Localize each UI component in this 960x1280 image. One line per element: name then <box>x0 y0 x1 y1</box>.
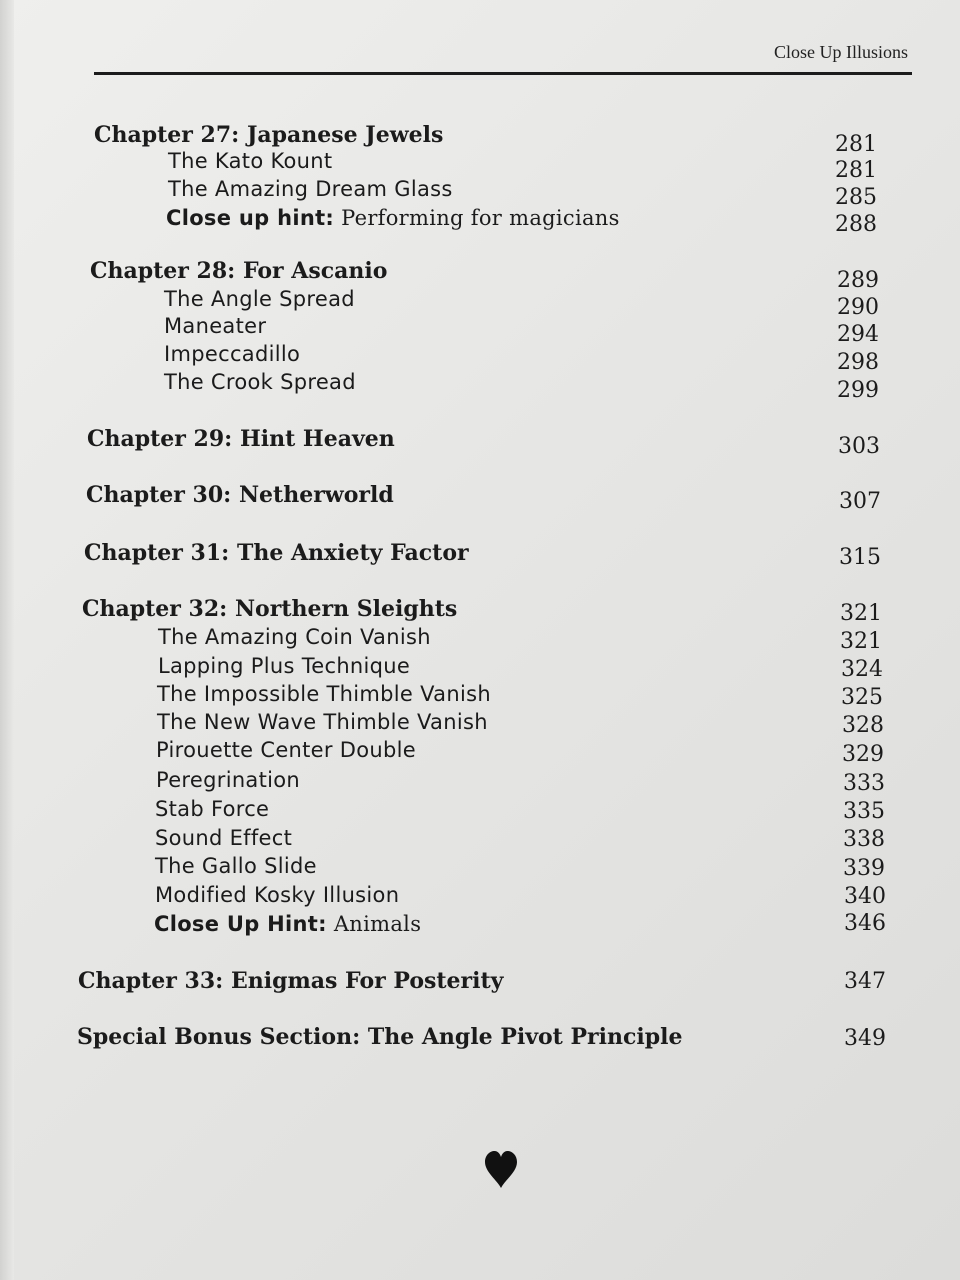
toc-page-number: 294 <box>837 322 879 347</box>
toc-page-number: 325 <box>841 685 883 710</box>
toc-chapter-title: Special Bonus Section: The Angle Pivot Principle <box>77 1024 683 1050</box>
toc-chapter-title: Chapter 31: The Anxiety Factor <box>84 540 469 566</box>
toc-page-number: 288 <box>835 212 877 237</box>
toc-page-number: 321 <box>840 601 882 626</box>
toc-page-number: 289 <box>837 268 879 293</box>
heart-icon <box>483 1150 519 1190</box>
toc-section-title: Stab Force <box>155 797 270 821</box>
toc-section-title: Impeccadillo <box>164 342 301 366</box>
toc-page-number: 346 <box>844 911 886 936</box>
toc-chapter-title: Chapter 27: Japanese Jewels <box>94 122 444 148</box>
toc-section-title: The Impossible Thimble Vanish <box>157 682 491 706</box>
toc-page-number: 329 <box>842 742 884 767</box>
toc-section-title: The Crook Spread <box>164 370 356 394</box>
toc-hint-entry <box>166 205 620 231</box>
toc-section-title: Modified Kosky Illusion <box>155 883 400 907</box>
toc-page-number: 307 <box>839 489 881 514</box>
toc-page-number: 285 <box>835 185 877 210</box>
toc-page-number: 298 <box>837 350 879 375</box>
toc-chapter-title: Chapter 32: Northern Sleights <box>82 596 458 622</box>
toc-section-title: Peregrination <box>156 768 301 792</box>
toc-page-number: 315 <box>839 545 881 570</box>
running-header: Close Up Illusions <box>773 42 908 62</box>
toc-page-number: 335 <box>843 799 885 824</box>
toc-section-title: The Angle Spread <box>164 287 355 311</box>
toc-page-number: 333 <box>843 771 885 796</box>
toc-page-number: 328 <box>842 713 884 738</box>
toc-page-number: 303 <box>838 434 880 459</box>
hint-label: Close up hint: <box>166 206 335 230</box>
toc-section-title: The Amazing Dream Glass <box>168 177 453 201</box>
toc-page-number: 349 <box>844 1026 886 1051</box>
toc-section-title: Sound Effect <box>155 826 293 850</box>
toc-section-title: The New Wave Thimble Vanish <box>157 710 488 734</box>
hint-label: Close Up Hint: <box>154 912 327 936</box>
toc-page-number: 299 <box>837 378 879 403</box>
toc-page-number: 340 <box>844 884 886 909</box>
toc-chapter-title: Chapter 29: Hint Heaven <box>87 426 395 452</box>
toc-chapter-title: Chapter 28: For Ascanio <box>90 258 388 284</box>
toc-page-number: 281 <box>835 158 877 183</box>
toc-page-number: 324 <box>841 657 883 682</box>
toc-page-number: 339 <box>843 856 885 881</box>
hint-topic: Animals <box>326 912 422 936</box>
toc-page-number: 338 <box>843 827 885 852</box>
toc-section-title: Lapping Plus Technique <box>158 654 411 678</box>
toc-section-title: The Kato Kount <box>168 149 333 173</box>
toc-hint-entry <box>154 911 421 937</box>
toc-chapter-title: Chapter 33: Enigmas For Posterity <box>78 968 504 994</box>
toc-page-number: 281 <box>835 132 877 157</box>
toc-chapter-title: Chapter 30: Netherworld <box>86 482 394 508</box>
toc-section-title: The Amazing Coin Vanish <box>158 625 431 649</box>
toc-section-title: Maneater <box>164 314 267 338</box>
toc-page-number: 321 <box>840 629 882 654</box>
toc-page-number: 290 <box>837 295 879 320</box>
hint-topic: Performing for magicians <box>334 206 620 230</box>
toc-section-title: The Gallo Slide <box>155 854 317 878</box>
toc-section-title: Pirouette Center Double <box>156 738 417 762</box>
toc-page-number: 347 <box>844 969 886 994</box>
